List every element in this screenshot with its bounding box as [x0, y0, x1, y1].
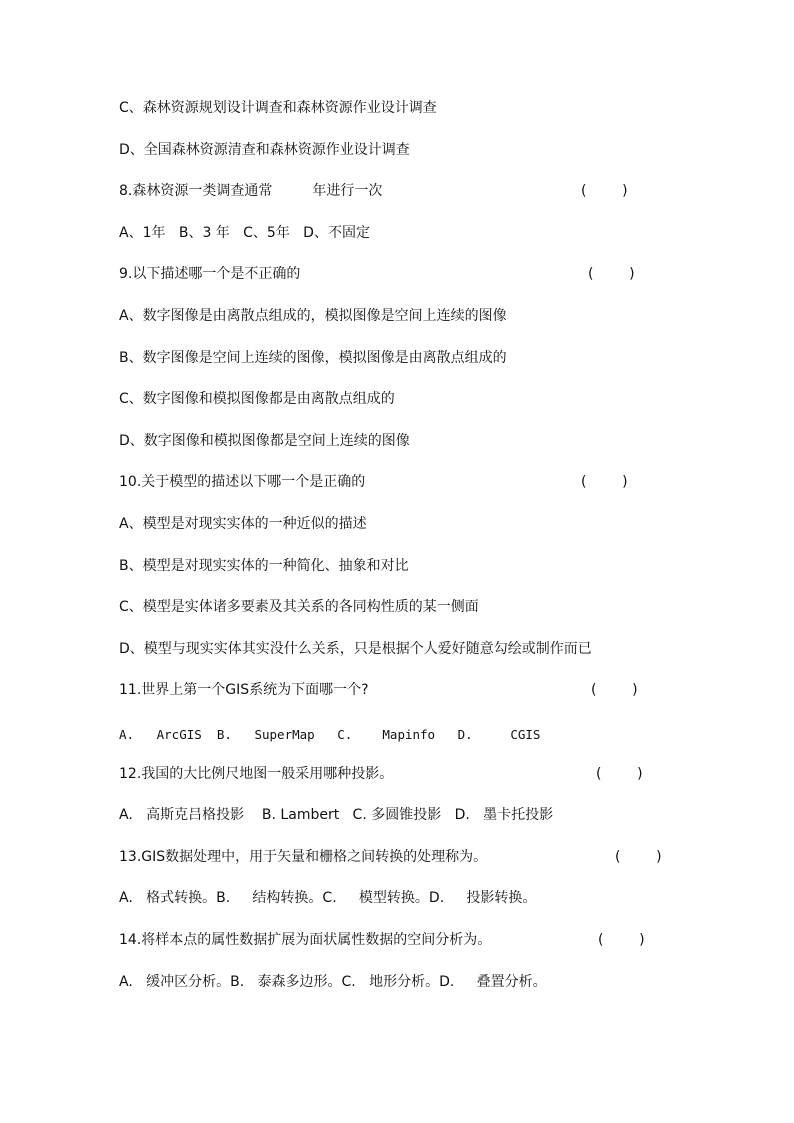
q7-option-c: C、森林资源规划设计调查和森林资源作业设计调查	[119, 100, 437, 116]
q13-question: 13.GIS数据处理中，用于矢量和栅格之间转换的处理称为。	[119, 849, 488, 865]
q8-options: A、1年 B、3 年 C、5年 D、不固定	[119, 225, 370, 241]
q10-answer-blank: ( )	[581, 474, 628, 490]
q12-question: 12.我国的大比例尺地图一般采用哪种投影。	[119, 766, 394, 782]
q9-option-d: D、数字图像和模拟图像都是空间上连续的图像	[119, 433, 410, 449]
q9-option-b: B、数字图像是空间上连续的图像，模拟图像是由离散点组成的	[119, 350, 507, 366]
q9-option-a: A、数字图像是由离散点组成的，模拟图像是空间上连续的图像	[119, 308, 507, 324]
q14-options: A. 缓冲区分析。B. 泰森多边形。C. 地形分析。D. 叠置分析。	[119, 974, 547, 990]
q8-question: 8.森林资源一类调查通常 年进行一次	[119, 183, 383, 199]
q9-option-c: C、数字图像和模拟图像都是由离散点组成的	[119, 391, 395, 407]
q11-answer-blank: ( )	[591, 682, 638, 698]
q11-options: A. ArcGIS B. SuperMap C. Mapinfo D. CGIS	[119, 727, 541, 742]
q10-option-c: C、模型是实体诸多要素及其关系的各同构性质的某一侧面	[119, 599, 479, 615]
q9-question: 9.以下描述哪一个是不正确的	[119, 266, 301, 282]
q9-answer-blank: ( )	[588, 266, 635, 282]
q12-answer-blank: ( )	[596, 766, 643, 782]
q13-answer-blank: ( )	[615, 849, 662, 865]
q10-option-b: B、模型是对现实实体的一种简化、抽象和对比	[119, 558, 409, 574]
q8-answer-blank: ( )	[581, 183, 628, 199]
q14-question: 14.将样本点的属性数据扩展为面状属性数据的空间分析为。	[119, 932, 492, 948]
q11-question: 11.世界上第一个GIS系统为下面哪一个?	[119, 682, 369, 698]
q14-answer-blank: ( )	[598, 932, 645, 948]
q10-option-d: D、模型与现实实体其实没什么关系，只是根据个人爱好随意勾绘或制作而已	[119, 641, 592, 657]
q12-options: A. 高斯克吕格投影 B. Lambert C. 多圆锥投影 D. 墨卡托投影	[119, 807, 554, 823]
q13-options: A. 格式转换。B. 结构转换。C. 模型转换。D. 投影转换。	[119, 890, 537, 906]
q7-option-d: D、全国森林资源清查和森林资源作业设计调查	[119, 142, 410, 158]
q10-question: 10.关于模型的描述以下哪一个是正确的	[119, 474, 366, 490]
q10-option-a: A、模型是对现实实体的一种近似的描述	[119, 516, 367, 532]
